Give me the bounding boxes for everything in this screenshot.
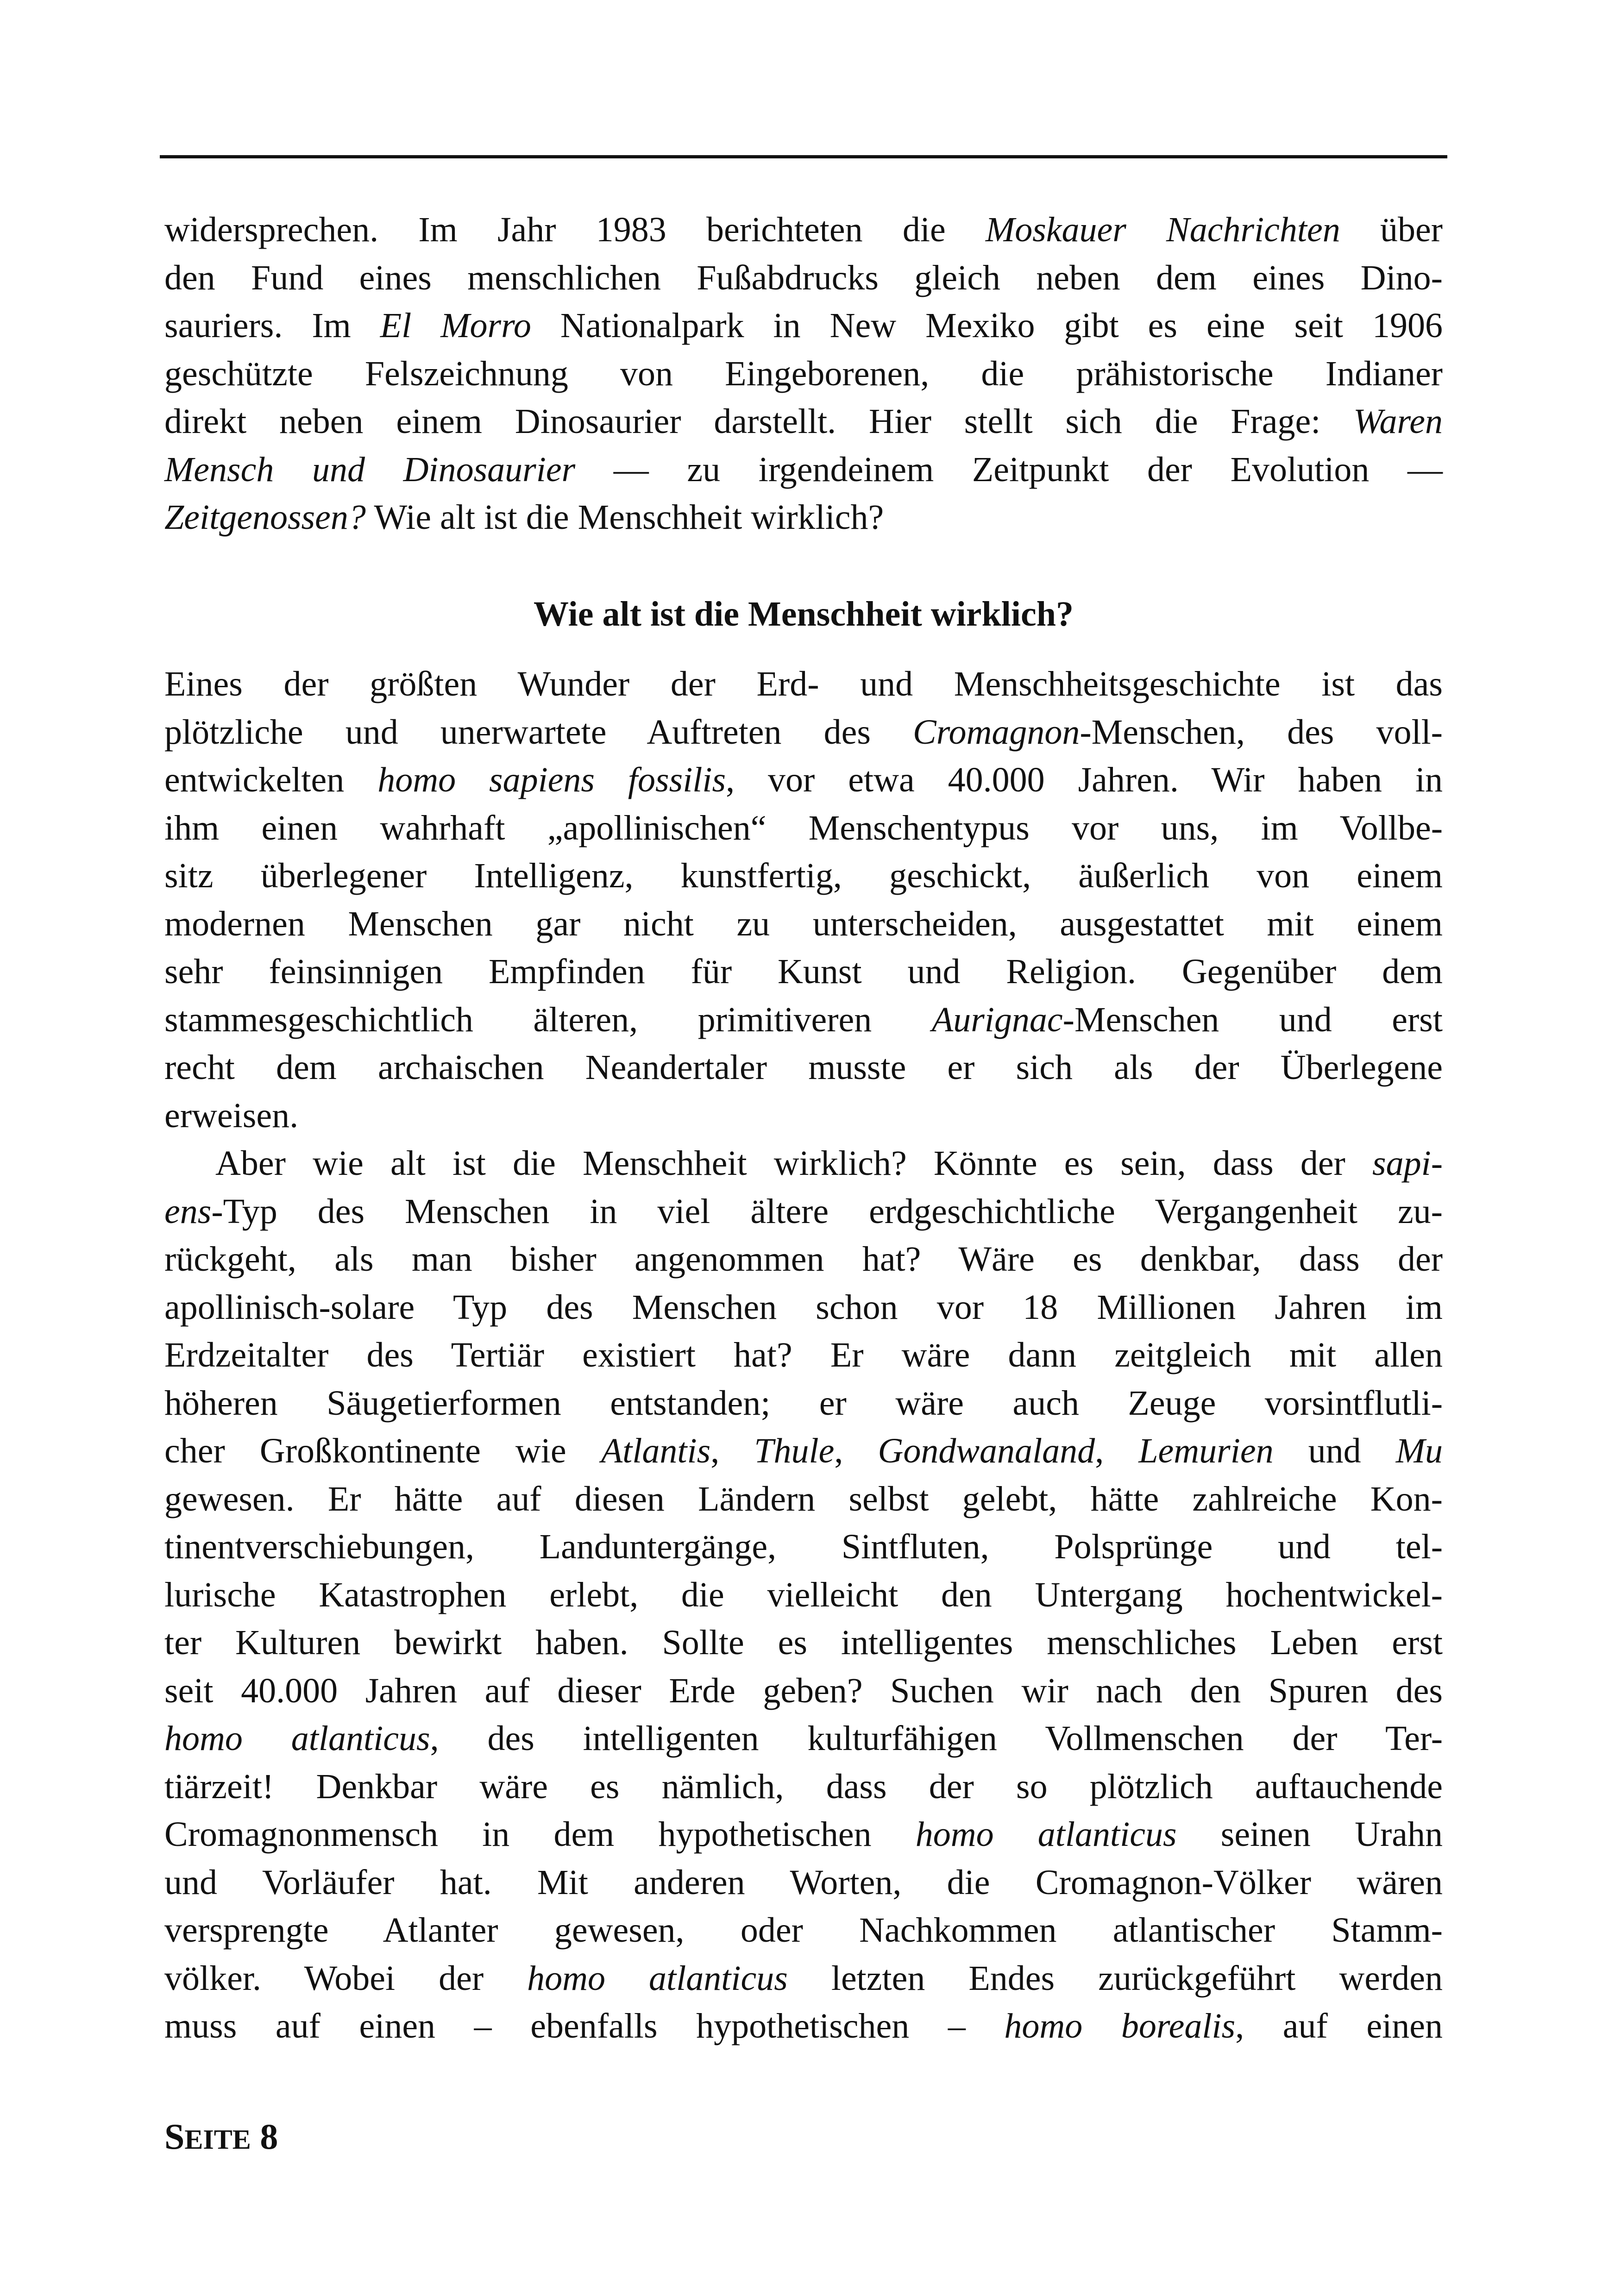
intro-paragraph <box>164 206 1443 542</box>
header-rule <box>160 155 1447 158</box>
text-line: ens-Typ des Menschen in viel ältere erdgeschichtliche Vergangenheit zu- <box>164 1192 1443 1231</box>
text-line: erweisen. <box>164 1096 299 1135</box>
text-line: höheren Säugetierformen entstanden; er wäre auch Zeuge vorsintflutli- <box>164 1383 1443 1423</box>
text-line: sitz überlegener Intelligenz, kunstfertig, geschickt, äußerlich von einem <box>164 856 1443 895</box>
text-line: ter Kulturen bewirkt haben. Sollte es intelligentes menschliches Leben erst <box>164 1623 1443 1662</box>
text-line: Mensch und Dinosaurier — zu irgendeinem Zeitpunkt der Evolution — <box>164 450 1443 489</box>
text-line: stammesgeschichtlich älteren, primitiveren Aurignac-Menschen und erst <box>164 1000 1443 1039</box>
text-line: völker. Wobei der homo atlanticus letzten Endes zurückgeführt werden <box>164 1958 1443 1998</box>
page-number: 8 <box>260 2116 278 2157</box>
text-line: Eines der größten Wunder der Erd- und Menschheitsgeschichte ist das <box>164 665 1443 703</box>
text-line: Erdzeitalter des Tertiär existiert hat? Er wäre dann zeitgleich mit allen <box>164 1336 1443 1374</box>
text-line: lurische Katastrophen erlebt, die vielleicht den Untergang hochentwickel- <box>164 1575 1443 1614</box>
page-footer <box>164 2116 278 2157</box>
text-line: apollinisch-solare Typ des Menschen schon vor 18 Millionen Jahren im <box>164 1287 1443 1327</box>
text-line: den Fund eines menschlichen Fußabdrucks gleich neben dem eines Dino- <box>164 258 1443 297</box>
text-line: plötzliche und unerwartete Auftreten des Cromagnon-Menschen, des voll- <box>164 712 1443 752</box>
footer-label: SEITE <box>164 2116 251 2157</box>
text-line: rückgeht, als man bisher angenommen hat? Wäre es denkbar, dass der <box>164 1240 1443 1279</box>
text-line: sauriers. Im El Morro Nationalpark in New Mexiko gibt es eine seit 1906 <box>164 306 1443 345</box>
text-line: ihm einen wahrhaft „apollinischen“ Menschentypus vor uns, im Vollbe- <box>164 808 1443 847</box>
text-line: modernen Menschen gar nicht zu unterscheiden, ausgestattet mit einem <box>164 904 1443 943</box>
text-line: muss auf einen – ebenfalls hypothetischen – homo borealis, auf einen <box>164 2007 1443 2045</box>
text-line: direkt neben einem Dinosaurier darstellt. Hier stellt sich die Frage: Waren <box>164 402 1443 441</box>
paragraph-2 <box>164 1140 1443 2051</box>
text-line: sehr feinsinnigen Empfinden für Kunst und Religion. Gegenüber dem <box>164 952 1443 991</box>
section-heading: Wie alt ist die Menschheit wirklich? <box>534 594 1074 634</box>
text-line: tiärzeit! Denkbar wäre es nämlich, dass der so plötzlich auftauchende <box>164 1767 1443 1806</box>
text-line: recht dem archaischen Neandertaler musste er sich als der Überlegene <box>164 1048 1443 1087</box>
text-line: tinentverschiebungen, Landuntergänge, Sintfluten, Polsprünge und tel- <box>164 1527 1443 1566</box>
text-line: und Vorläufer hat. Mit anderen Worten, die Cromagnon-Völker wären <box>164 1863 1443 1902</box>
text-line: cher Großkontinente wie Atlantis, Thule, Gondwanaland, Lemurien und Mu <box>164 1431 1443 1470</box>
text-line: gewesen. Er hätte auf diesen Ländern selbst gelebt, hätte zahlreiche Kon- <box>164 1479 1443 1518</box>
text-line: homo atlanticus, des intelligenten kulturfähigen Vollmenschen der Ter- <box>164 1719 1443 1758</box>
text-line: widersprechen. Im Jahr 1983 berichteten die Moskauer Nachrichten über <box>164 210 1443 249</box>
text-line: Zeitgenossen? Wie alt ist die Menschheit wirklich? <box>164 498 884 537</box>
paragraph-1 <box>164 660 1443 1140</box>
body-text <box>164 206 1443 2051</box>
text-line: entwickelten homo sapiens fossilis, vor etwa 40.000 Jahren. Wir haben in <box>164 760 1443 799</box>
text-line: geschützte Felszeichnung von Eingeborenen, die prähistorische Indianer <box>164 354 1443 393</box>
text-line: seit 40.000 Jahren auf dieser Erde geben? Suchen wir nach den Spuren des <box>164 1671 1443 1710</box>
text-line: Aber wie alt ist die Menschheit wirklich? Könnte es sein, dass der sapi- <box>215 1144 1443 1183</box>
text-line: Cromagnonmensch in dem hypothetischen homo atlanticus seinen Urahn <box>164 1815 1443 1854</box>
text-line: versprengte Atlanter gewesen, oder Nachkommen atlantischer Stamm- <box>164 1911 1443 1950</box>
